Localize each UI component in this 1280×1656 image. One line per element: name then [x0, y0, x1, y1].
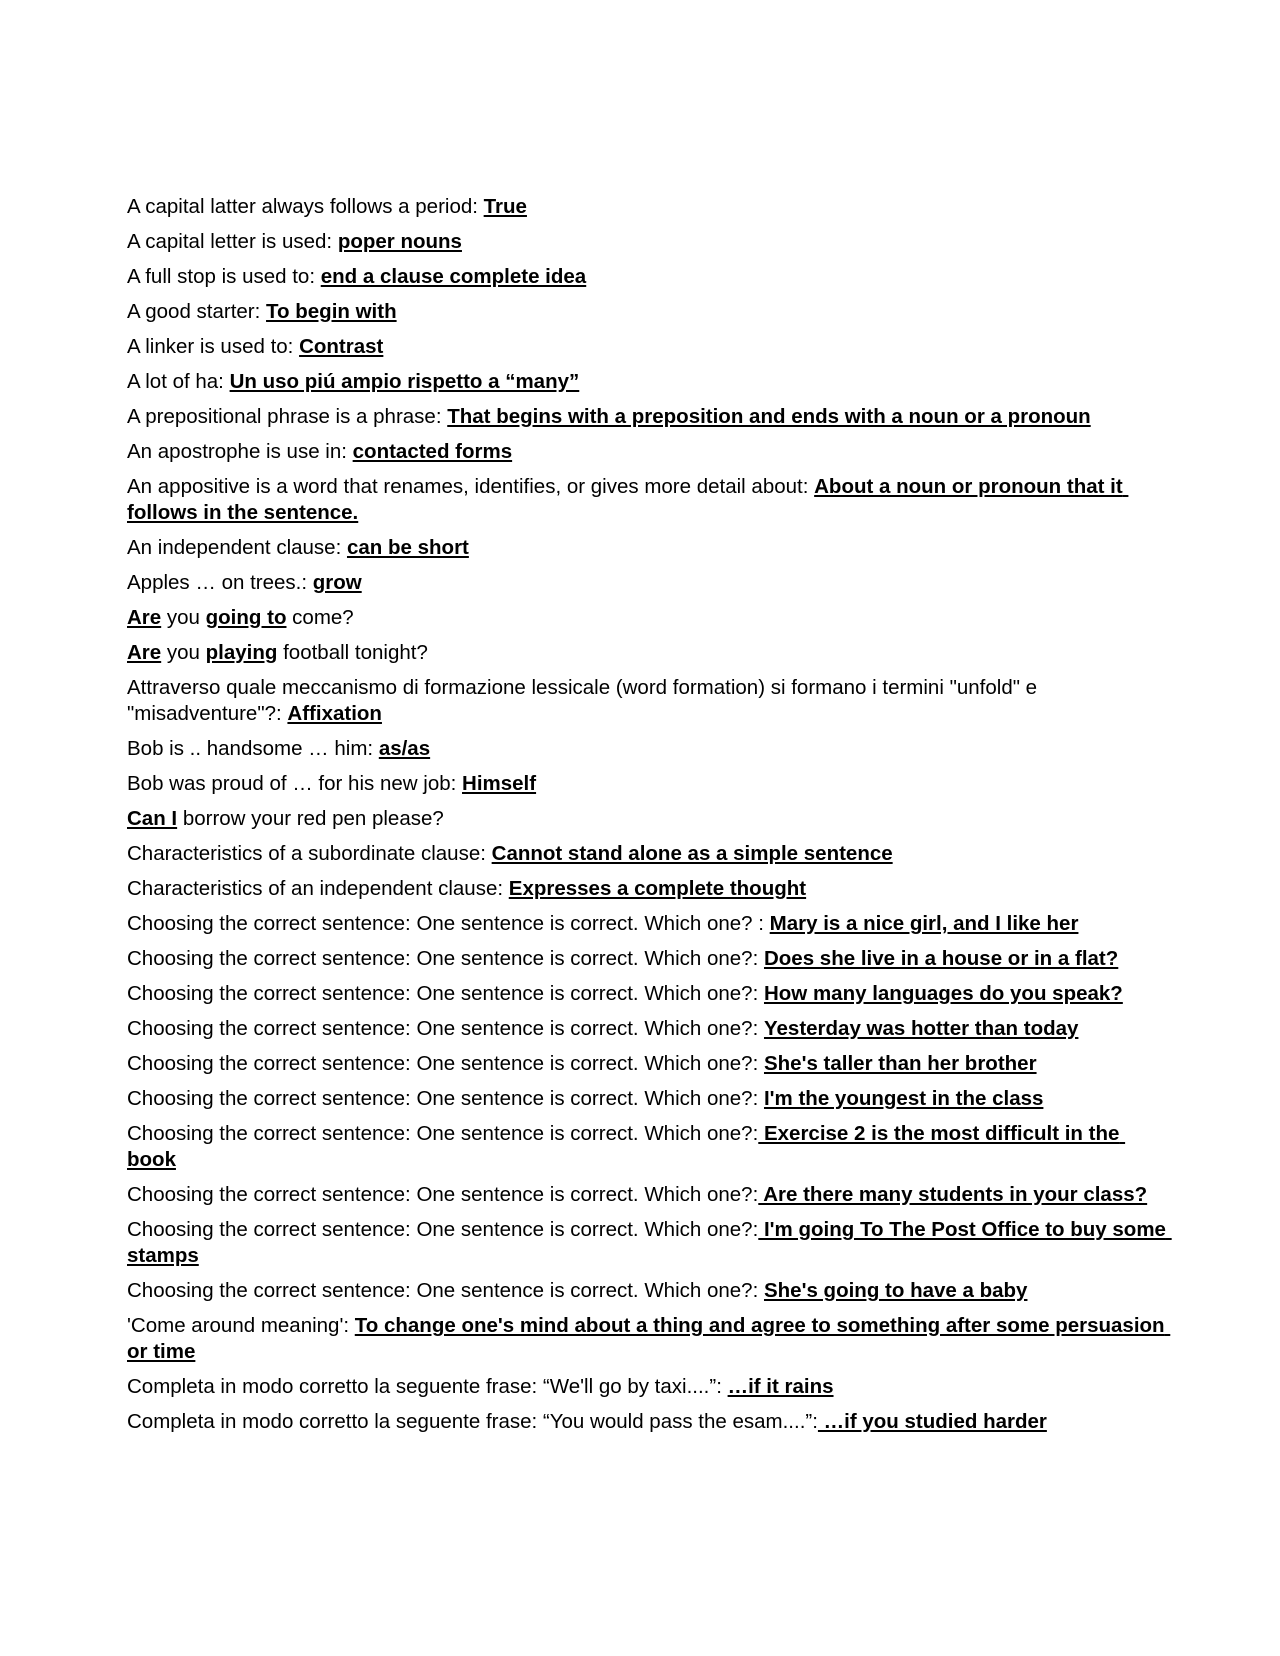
quiz-entry: [127, 1086, 1167, 1112]
quiz-entry: [127, 1278, 1167, 1304]
question-text: A linker is used to:: [127, 335, 300, 358]
quiz-entry: [127, 1121, 1167, 1173]
question-text: come?: [286, 606, 354, 629]
answer-text: Un uso piú ampio rispetto a “many”: [229, 370, 580, 393]
answer-text: Are: [127, 641, 162, 664]
question-text: An apostrophe is use in:: [127, 440, 353, 463]
question-text: An independent clause:: [127, 536, 347, 559]
answer-text: I'm the youngest in the class: [763, 1087, 1044, 1110]
answer-text: Cannot stand alone as a simple sentence: [491, 842, 893, 865]
question-text: Bob is .. handsome … him:: [127, 737, 379, 760]
answer-text: …if it rains: [727, 1375, 834, 1398]
quiz-entry: [127, 640, 1167, 666]
quiz-entry: [127, 1409, 1167, 1435]
answer-text: True: [483, 195, 527, 218]
quiz-entry: [127, 981, 1167, 1007]
question-text: A prepositional phrase is a phrase:: [127, 405, 448, 428]
quiz-entry: [127, 1051, 1167, 1077]
question-text: Choosing the correct sentence: One sentence is correct. Which one?:: [127, 1017, 764, 1040]
quiz-entry: [127, 369, 1167, 395]
question-text: Apples … on trees.:: [127, 571, 313, 594]
question-text: Completa in modo corretto la seguente frase: “We'll go by taxi....”:: [127, 1375, 728, 1398]
answer-text: She's going to have a baby: [763, 1279, 1028, 1302]
answer-text: About a noun or pronoun that it follows in the sentence.: [127, 475, 1129, 524]
answer-text: playing: [205, 641, 278, 664]
answer-text: I'm going To The Post Office to buy some stamps: [127, 1218, 1172, 1267]
answer-text: as/as: [378, 737, 431, 760]
question-text: Choosing the correct sentence: One sentence is correct. Which one?:: [127, 1052, 764, 1075]
question-text: Characteristics of a subordinate clause:: [127, 842, 492, 865]
question-text: football tonight?: [277, 641, 428, 664]
answer-text: That begins with a preposition and ends with a noun or a pronoun: [447, 405, 1091, 428]
answer-text: Does she live in a house or in a flat?: [763, 947, 1119, 970]
answer-text: Affixation: [287, 702, 382, 725]
document-body: [127, 194, 1172, 1444]
quiz-entry: [127, 264, 1167, 290]
answer-text: Contrast: [299, 335, 384, 358]
answer-text: Expresses a complete thought: [508, 877, 807, 900]
quiz-entry: [127, 1313, 1171, 1365]
question-text: 'Come around meaning':: [127, 1314, 355, 1337]
question-text: you: [161, 606, 206, 629]
quiz-entry: [127, 535, 1167, 561]
question-text: A full stop is used to:: [127, 265, 321, 288]
quiz-entry: [127, 1217, 1172, 1269]
question-text: Characteristics of an independent clause:: [127, 877, 509, 900]
quiz-entry: [127, 404, 1167, 430]
question-text: Choosing the correct sentence: One sentence is correct. Which one?:: [127, 1279, 764, 1302]
quiz-entry: [127, 841, 1167, 867]
question-text: A lot of ha:: [127, 370, 230, 393]
answer-text: To begin with: [266, 300, 397, 323]
quiz-entry: [127, 605, 1167, 631]
question-text: Completa in modo corretto la seguente frase: “You would pass the esam....”:: [127, 1410, 818, 1433]
quiz-entry: [127, 1016, 1167, 1042]
quiz-entry: [127, 911, 1167, 937]
quiz-entry: [127, 439, 1167, 465]
answer-text: She's taller than her brother: [763, 1052, 1037, 1075]
question-text: A capital letter is used:: [127, 230, 338, 253]
quiz-entry: [127, 1182, 1167, 1208]
quiz-entry: [127, 771, 1167, 797]
quiz-entry: [127, 570, 1167, 596]
answer-text: Himself: [462, 772, 537, 795]
quiz-entry: [127, 1374, 1167, 1400]
question-text: borrow your red pen please?: [177, 807, 444, 830]
question-text: Choosing the correct sentence: One sentence is correct. Which one?:: [127, 947, 764, 970]
answer-text: Can I: [127, 807, 178, 830]
quiz-entry: [127, 675, 1167, 727]
answer-text: To change one's mind about a thing and agree to something after some persuasion or time: [127, 1314, 1171, 1363]
quiz-entry: [127, 229, 1167, 255]
question-text: Choosing the correct sentence: One sentence is correct. Which one? :: [127, 912, 770, 935]
answer-text: Yesterday was hotter than today: [763, 1017, 1079, 1040]
quiz-entry: [127, 806, 1167, 832]
quiz-entry: [127, 474, 1167, 526]
question-text: Choosing the correct sentence: One sentence is correct. Which one?:: [127, 1183, 759, 1206]
question-text: you: [161, 641, 206, 664]
question-text: A good starter:: [127, 300, 267, 323]
answer-text: Mary is a nice girl, and I like her: [769, 912, 1079, 935]
answer-text: poper nouns: [337, 230, 462, 253]
answer-text: Are: [127, 606, 162, 629]
question-text: Choosing the correct sentence: One sentence is correct. Which one?:: [127, 982, 764, 1005]
answer-text: can be short: [346, 536, 469, 559]
answer-text: end a clause complete idea: [320, 265, 587, 288]
quiz-entry: [127, 876, 1167, 902]
question-text: Bob was proud of … for his new job:: [127, 772, 463, 795]
quiz-entry: [127, 736, 1167, 762]
answer-text: How many languages do you speak?: [763, 982, 1123, 1005]
question-text: Attraverso quale meccanismo di formazione lessicale (word formation) si formano i termini "unfold" e "misadventure"?:: [127, 676, 1038, 725]
question-text: Choosing the correct sentence: One sentence is correct. Which one?:: [127, 1218, 759, 1241]
answer-text: grow: [312, 571, 362, 594]
question-text: Choosing the correct sentence: One sentence is correct. Which one?:: [127, 1122, 759, 1145]
answer-text: going to: [205, 606, 287, 629]
answer-text: contacted forms: [352, 440, 513, 463]
question-text: Choosing the correct sentence: One sentence is correct. Which one?:: [127, 1087, 764, 1110]
question-text: An appositive is a word that renames, identifies, or gives more detail about:: [127, 475, 815, 498]
answer-text: …if you studied harder: [817, 1410, 1047, 1433]
question-text: A capital latter always follows a period:: [127, 195, 484, 218]
answer-text: Are there many students in your class?: [758, 1183, 1148, 1206]
quiz-entry: [127, 299, 1167, 325]
quiz-entry: [127, 334, 1167, 360]
quiz-entry: [127, 194, 1167, 220]
quiz-entry: [127, 946, 1167, 972]
answer-text: Exercise 2 is the most difficult in the book: [127, 1122, 1126, 1171]
